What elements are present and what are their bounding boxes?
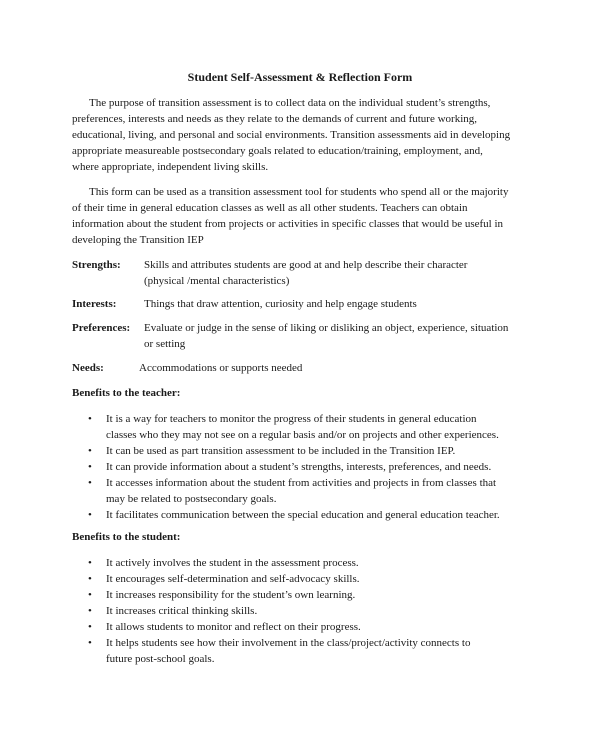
definition-term: Preferences: bbox=[72, 322, 131, 334]
list-item-text: It can provide information about a student’s strengths, interests, preferences, and needs. bbox=[106, 461, 492, 473]
student-benefits-heading: Benefits to the student: bbox=[72, 531, 181, 543]
bullet-icon: • bbox=[88, 445, 92, 457]
list-item-text: It can be used as part transition assessment to be included in the Transition IEP. bbox=[106, 445, 456, 457]
intro-line: educational, living, and personal and social environments. Transition assessments aid in developing bbox=[72, 129, 511, 141]
definition-text: Skills and attributes students are good at and help describe their character bbox=[144, 259, 468, 271]
bullet-icon: • bbox=[88, 477, 92, 489]
list-item-text: It helps students see how their involvement in the class/project/activity connects to bbox=[106, 637, 471, 649]
definition-text: or setting bbox=[144, 338, 186, 350]
list-item bbox=[72, 459, 552, 475]
usage-line: This form can be used as a transition assessment tool for students who spend all or the majority bbox=[89, 186, 509, 198]
bullet-icon: • bbox=[88, 461, 92, 473]
definition-term: Strengths: bbox=[72, 259, 121, 271]
bullet-icon: • bbox=[88, 637, 92, 649]
usage-line: of their time in general education classes as well as all other students. Teachers can obtain bbox=[72, 202, 468, 214]
bullet-icon: • bbox=[88, 557, 92, 569]
list-item bbox=[72, 571, 552, 587]
usage-line: developing the Transition IEP bbox=[72, 234, 204, 246]
usage-line: information about the student from projects or activities in specific classes that would be useful in bbox=[72, 218, 504, 230]
list-item-text: classes who they may not see on a regular basis and/or on projects and other experiences. bbox=[106, 429, 499, 441]
list-item-text: It allows students to monitor and reflect on their progress. bbox=[106, 621, 361, 633]
list-item bbox=[72, 507, 552, 523]
list-item-text: may be related to postsecondary goals. bbox=[106, 493, 277, 505]
teacher-benefits-heading: Benefits to the teacher: bbox=[72, 387, 181, 399]
teacher-benefits-list bbox=[72, 411, 552, 523]
list-item bbox=[72, 555, 552, 571]
definition-text: Accommodations or supports needed bbox=[139, 362, 303, 374]
list-item bbox=[72, 635, 552, 667]
list-item bbox=[72, 619, 552, 635]
student-benefits-list bbox=[72, 555, 552, 667]
usage-paragraph bbox=[72, 184, 552, 248]
list-item-text: It facilitates communication between the special education and general education teacher. bbox=[106, 509, 500, 521]
list-item-text: It is a way for teachers to monitor the progress of their students in general education bbox=[106, 413, 477, 425]
list-item-text: It increases critical thinking skills. bbox=[106, 605, 258, 617]
list-item bbox=[72, 475, 552, 507]
list-item bbox=[72, 443, 552, 459]
definition-term: Needs: bbox=[72, 362, 104, 374]
bullet-icon: • bbox=[88, 509, 92, 521]
intro-paragraph bbox=[72, 95, 552, 175]
definition-text: (physical /mental characteristics) bbox=[144, 275, 290, 287]
intro-line: preferences, interests and needs as they relate to the demands of current and future working, bbox=[72, 113, 478, 125]
definition-term: Interests: bbox=[72, 298, 117, 310]
list-item-text: future post-school goals. bbox=[106, 653, 215, 665]
list-item bbox=[72, 587, 552, 603]
intro-line: appropriate measureable postsecondary goals related to education/training, employment, and, bbox=[72, 145, 483, 157]
bullet-icon: • bbox=[88, 621, 92, 633]
list-item-text: It encourages self-determination and self-advocacy skills. bbox=[106, 573, 360, 585]
list-item-text: It actively involves the student in the assessment process. bbox=[106, 557, 359, 569]
list-item bbox=[72, 603, 552, 619]
bullet-icon: • bbox=[88, 605, 92, 617]
definition-text: Evaluate or judge in the sense of liking or disliking an object, experience, situation bbox=[144, 322, 509, 334]
bullet-icon: • bbox=[88, 413, 92, 425]
list-item bbox=[72, 411, 552, 443]
intro-line: The purpose of transition assessment is to collect data on the individual student’s strengths, bbox=[89, 97, 491, 109]
list-item-text: It accesses information about the student from activities and projects in from classes that bbox=[106, 477, 497, 489]
bullet-icon: • bbox=[88, 589, 92, 601]
list-item-text: It increases responsibility for the student’s own learning. bbox=[106, 589, 356, 601]
definition-text: Things that draw attention, curiosity and help engage students bbox=[144, 298, 417, 310]
document-title: Student Self-Assessment & Reflection Form bbox=[187, 70, 413, 84]
intro-line: where appropriate, independent living skills. bbox=[72, 161, 269, 173]
bullet-icon: • bbox=[88, 573, 92, 585]
